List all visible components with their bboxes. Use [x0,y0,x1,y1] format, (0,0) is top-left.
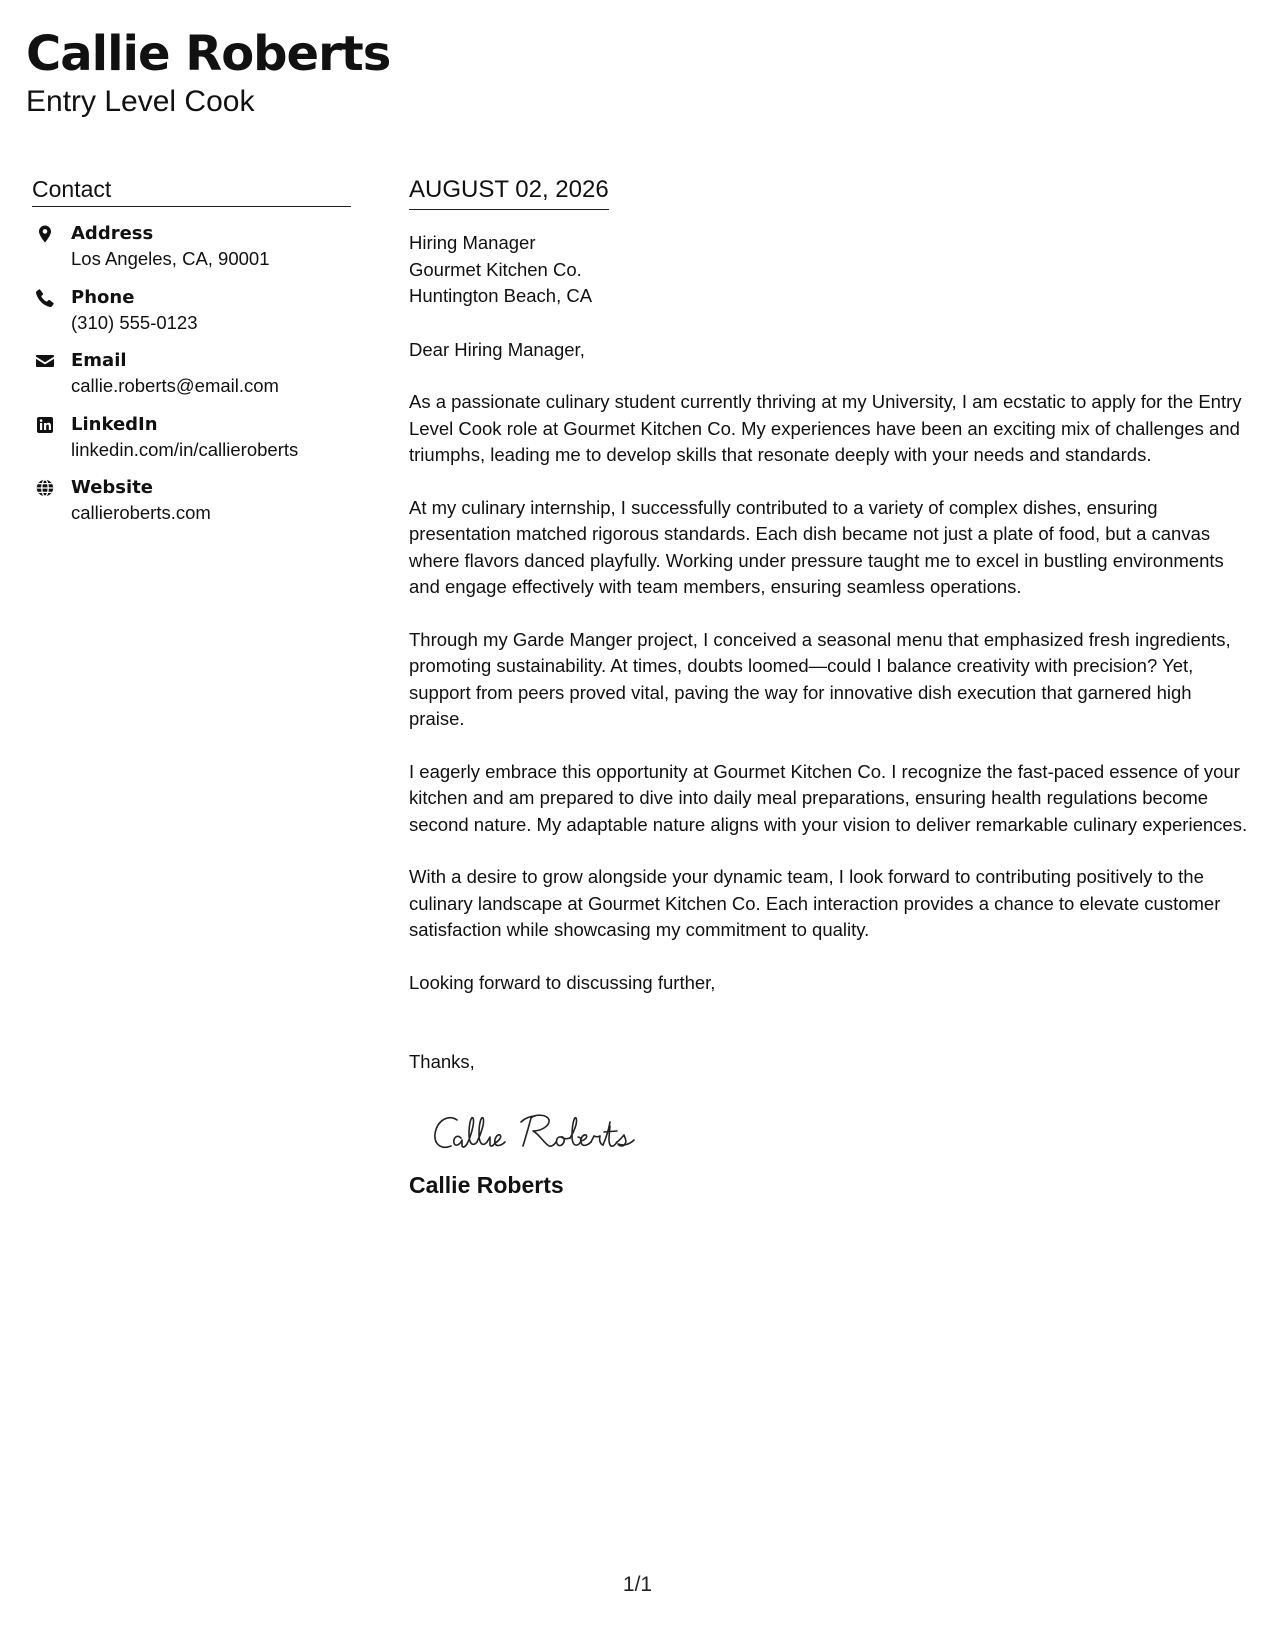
applicant-title: Entry Level Cook [26,85,255,118]
map-pin-icon [35,224,55,244]
recipient-line: Gourmet Kitchen Co. [409,258,582,280]
letter-date: AUGUST 02, 2026 [409,175,609,210]
contact-item-phone [32,285,351,349]
salutation: Dear Hiring Manager, [409,338,585,360]
recipient-line: Hiring Manager [409,232,536,253]
contact-label: LinkedIn [71,413,158,435]
contact-label: Address [71,223,154,244]
contact-heading: Contact [32,175,351,207]
contact-value: callie.roberts@email.com [71,375,279,396]
letter-body [409,175,1249,1200]
contact-item-email [32,348,351,412]
contact-item-address [32,221,351,285]
letter-paragraph: As a passionate culinary student currently thriving at my University, I am ecstatic to apply for the Entry Level Cook role at Gourmet Kitchen Co. My experiences have been an exciting mix of challenges and triumphs, leading me to develop skills that resonate deeply with your needs and standards. [409,391,1242,465]
letter-paragraph: Through my Garde Manger project, I conceived a seasonal menu that emphasized fresh ingredients, promoting sustainability. At times, doubts loomed—could I balance creativity with precision? Yet, support from peers proved vital, paving the way for innovative dish execution that garnered high praise. [409,628,1231,729]
contact-value: linkedin.com/in/callieroberts [71,438,299,460]
phone-icon [35,288,55,308]
contact-item-website [32,475,351,539]
contact-value: Los Angeles, CA, 90001 [71,248,270,269]
contact-value: (310) 555-0123 [71,311,198,333]
signoff: Thanks, [409,1051,475,1072]
recipient-block [409,230,1249,310]
envelope-icon [35,351,55,371]
contact-label: Website [71,477,154,498]
handwritten-signature [431,1104,661,1160]
signer-name: Callie Roberts [409,1171,564,1198]
globe-icon [35,478,55,498]
contact-list [32,221,351,539]
closing-line: Looking forward to discussing further, [409,971,716,993]
linkedin-icon [35,415,55,435]
letter-paragraph: I eagerly embrace this opportunity at Gourmet Kitchen Co. I recognize the fast-paced essence of your kitchen and am prepared to dive into daily meal preparations, ensuring health regulations become second nature. My adaptable nature aligns with your vision to deliver remarkable culinary experiences. [409,760,1248,835]
contact-sidebar [32,175,351,539]
applicant-name: Callie Roberts [26,26,391,82]
letter-paragraph: With a desire to grow alongside your dynamic team, I look forward to contributing positively to the culinary landscape at Gourmet Kitchen Co. Each interaction provides a chance to elevate customer satisfaction while showcasing my commitment to quality. [409,866,1221,940]
recipient-line: Huntington Beach, CA [409,285,593,306]
page-number: 1/1 [622,1573,653,1596]
contact-label: Email [71,350,127,371]
document-header [26,24,390,120]
letter-paragraph: At my culinary internship, I successfully contributed to a variety of complex dishes, ensuring presentation matched rigorous standards. Each dish became not just a plate of food, but a canvas where flavors danced playfully. Working under pressure taught me to excel in bustling environments and engage effectively with team members, ensuring seamless operations. [409,496,1224,597]
contact-value: callieroberts.com [71,502,211,523]
contact-item-linkedin [32,412,351,476]
contact-label: Phone [71,286,135,308]
